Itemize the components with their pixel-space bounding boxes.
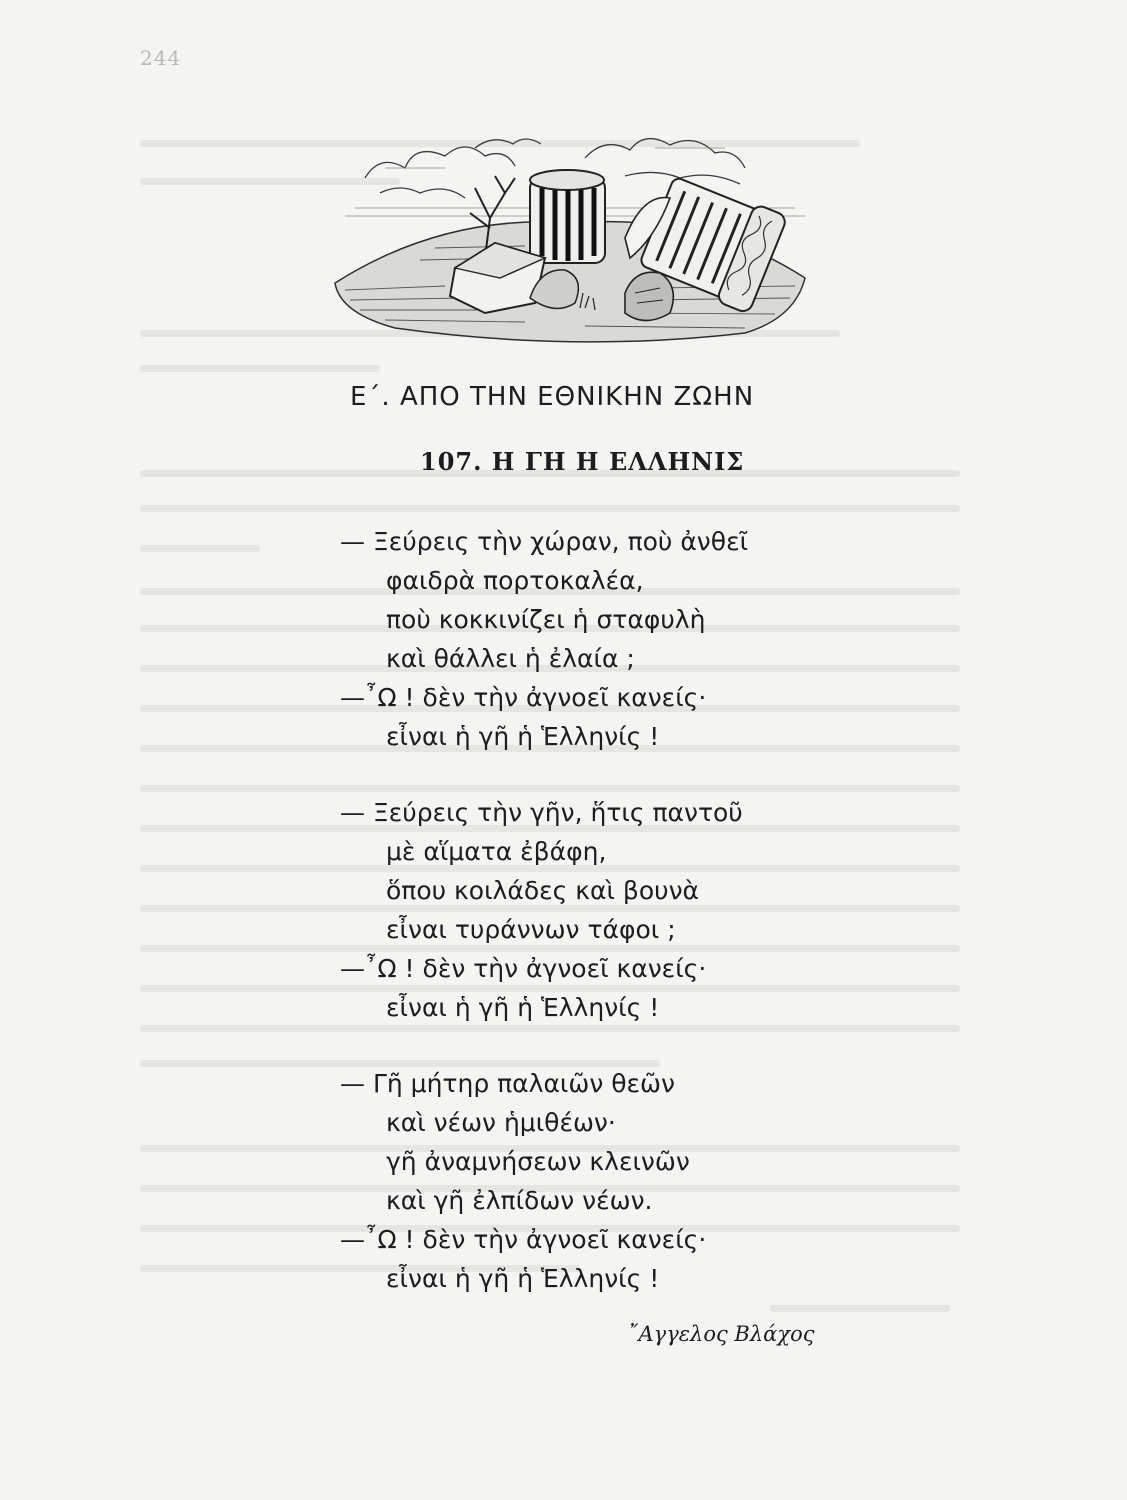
poem-body <box>340 522 860 1335</box>
ruins-illustration <box>325 118 815 353</box>
poem-line: — Γῆ μήτηρ παλαιῶν θεῶν <box>340 1069 675 1098</box>
poem-line: εἶναι τυράννων τάφοι ; <box>386 915 676 944</box>
poem-line: γῆ ἀναμνήσεων κλεινῶν <box>386 1147 690 1176</box>
stanza <box>340 793 860 1027</box>
poem-title: 107. Η ΓΗ Η ΕΛΛΗΝΙΣ <box>420 447 745 476</box>
poem-line: — Ξεύρεις τὴν χώραν, ποὺ ἀνθεῖ <box>340 527 749 556</box>
stanza <box>340 522 860 756</box>
section-title: Ε΄. ΑΠΟ ΤΗΝ ΕΘΝΙΚΗΝ ΖΩΗΝ <box>350 382 755 412</box>
poem-line: — Ξεύρεις τὴν γῆν, ἥτις παντοῦ <box>340 798 743 827</box>
poem-line: φαιδρὰ πορτοκαλέα, <box>386 566 644 595</box>
page-number: 244 <box>140 46 182 70</box>
poem-line: καὶ θάλλει ἡ ἐλαία ; <box>386 644 635 673</box>
poem-author: ῎Αγγελος Βλάχος <box>628 1322 815 1346</box>
poem-line: ὅπου κοιλάδες καὶ βουνὰ <box>386 876 700 905</box>
poem-line: εἶναι ἡ γῆ ἡ Ἑλληνίς ! <box>386 1264 660 1293</box>
poem-line: εἶναι ἡ γῆ ἡ Ἑλληνίς ! <box>386 993 660 1022</box>
poem-line: —῏Ω ! δὲν τὴν ἀγνοεῖ κανείς· <box>340 1225 707 1254</box>
poem-line: καὶ γῆ ἐλπίδων νέων. <box>386 1186 653 1215</box>
poem-line: ποὺ κοκκινίζει ἡ σταφυλὴ <box>386 605 706 634</box>
poem-line: καὶ νέων ἡμιθέων· <box>386 1108 616 1137</box>
stanza <box>340 1064 860 1298</box>
poem-line: εἶναι ἡ γῆ ἡ Ἑλληνίς ! <box>386 722 660 751</box>
poem-line: μὲ αἵματα ἐβάφη, <box>386 837 607 866</box>
poem-line: —῏Ω ! δὲν τὴν ἀγνοεῖ κανείς· <box>340 683 707 712</box>
poem-line: —῏Ω ! δὲν τὴν ἀγνοεῖ κανείς· <box>340 954 707 983</box>
